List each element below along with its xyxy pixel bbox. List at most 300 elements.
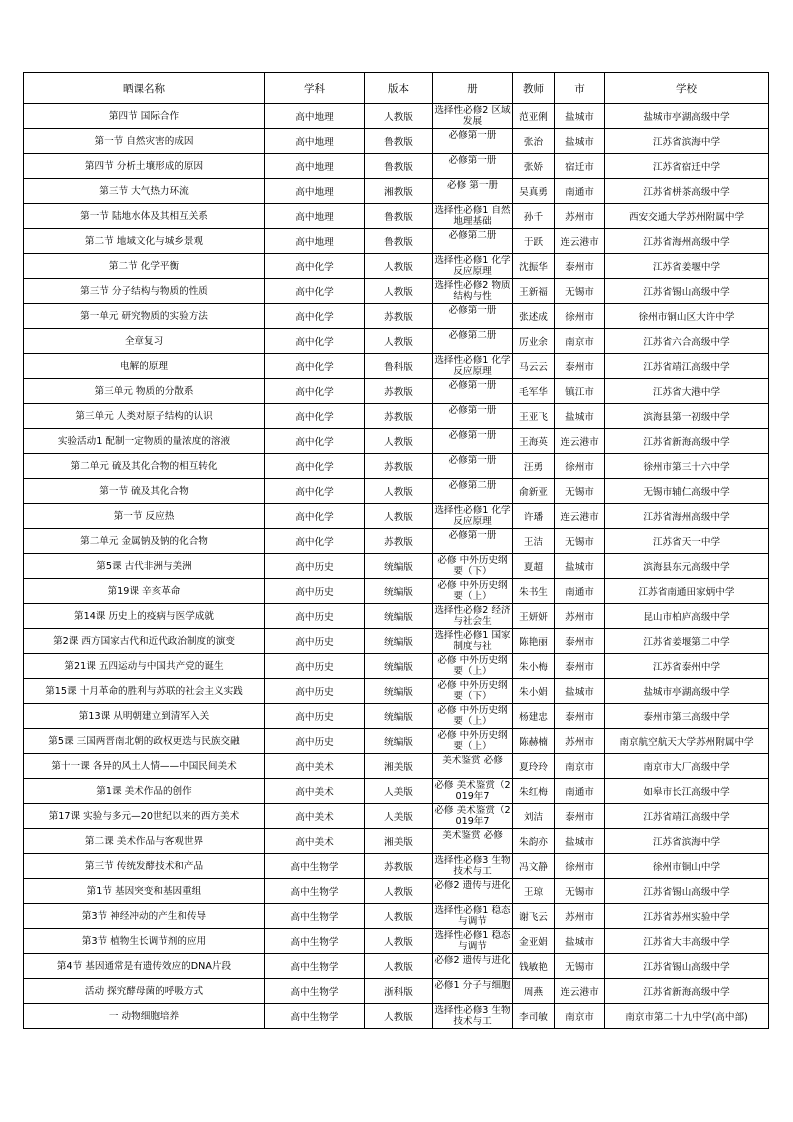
subject-cell: 高中化学 xyxy=(265,479,365,504)
volume-text: 必修第一册 xyxy=(448,430,497,441)
subject-cell: 高中化学 xyxy=(265,279,365,304)
lesson-name-cell: 一 动物细胞培养 xyxy=(24,1004,265,1029)
teacher-cell: 马云云 xyxy=(513,354,555,379)
volume-cell xyxy=(433,579,513,604)
volume-cell xyxy=(433,129,513,154)
teacher-cell: 沈振华 xyxy=(513,254,555,279)
edition-cell: 人美版 xyxy=(365,779,433,804)
edition-cell: 人教版 xyxy=(365,104,433,129)
subject-cell: 高中历史 xyxy=(265,554,365,579)
volume-cell xyxy=(433,779,513,804)
teacher-cell: 王亚飞 xyxy=(513,404,555,429)
lesson-name-cell: 第1课 美术作品的创作 xyxy=(24,779,265,804)
subject-cell: 高中历史 xyxy=(265,704,365,729)
teacher-cell: 厉业余 xyxy=(513,329,555,354)
volume-text: 必修 中外历史纲要（上） xyxy=(437,655,508,677)
volume-text: 必修2 遗传与进化 xyxy=(434,955,511,966)
city-cell: 南通市 xyxy=(555,779,605,804)
table-row xyxy=(24,254,769,279)
table-row xyxy=(24,154,769,179)
lesson-name-cell: 第15课 十月革命的胜利与苏联的社会主义实践 xyxy=(24,679,265,704)
teacher-cell: 杨建忠 xyxy=(513,704,555,729)
edition-cell: 人教版 xyxy=(365,929,433,954)
volume-text: 美术鉴赏 必修 xyxy=(442,830,503,841)
city-cell: 苏州市 xyxy=(555,604,605,629)
volume-cell xyxy=(433,929,513,954)
col-header-teacher: 教师 xyxy=(513,73,555,104)
volume-text: 选择性必修1 稳态与调节 xyxy=(434,905,511,927)
edition-cell: 苏教版 xyxy=(365,404,433,429)
volume-text: 必修第二册 xyxy=(448,330,497,341)
subject-cell: 高中化学 xyxy=(265,529,365,554)
edition-cell: 苏教版 xyxy=(365,854,433,879)
edition-cell: 统编版 xyxy=(365,579,433,604)
school-cell: 江苏省南通田家炳中学 xyxy=(605,579,769,604)
subject-cell: 高中地理 xyxy=(265,154,365,179)
school-cell: 江苏省靖江高级中学 xyxy=(605,804,769,829)
volume-text: 必修 第一册 xyxy=(446,180,499,191)
city-cell: 无锡市 xyxy=(555,529,605,554)
edition-cell: 人教版 xyxy=(365,954,433,979)
lesson-name-cell: 第5课 三国两晋南北朝的政权更迭与民族交融 xyxy=(24,729,265,754)
table-row xyxy=(24,354,769,379)
lesson-name-cell: 全章复习 xyxy=(24,329,265,354)
volume-cell xyxy=(433,454,513,479)
table-row xyxy=(24,104,769,129)
table-row xyxy=(24,879,769,904)
teacher-cell: 刘洁 xyxy=(513,804,555,829)
table-row xyxy=(24,829,769,854)
teacher-cell: 谢飞云 xyxy=(513,904,555,929)
subject-cell: 高中生物学 xyxy=(265,979,365,1004)
volume-cell xyxy=(433,679,513,704)
school-cell: 江苏省大丰高级中学 xyxy=(605,929,769,954)
subject-cell: 高中化学 xyxy=(265,304,365,329)
edition-cell: 人教版 xyxy=(365,329,433,354)
lesson-name-cell: 第17课 实验与多元—20世纪以来的西方美术 xyxy=(24,804,265,829)
volume-cell xyxy=(433,829,513,854)
edition-cell: 湘教版 xyxy=(365,179,433,204)
table-row xyxy=(24,479,769,504)
school-cell: 泰州市第三高级中学 xyxy=(605,704,769,729)
school-cell: 江苏省姜堰中学 xyxy=(605,254,769,279)
teacher-cell: 朱红梅 xyxy=(513,779,555,804)
volume-cell xyxy=(433,629,513,654)
school-cell: 江苏省锡山高级中学 xyxy=(605,954,769,979)
edition-cell: 鲁教版 xyxy=(365,154,433,179)
city-cell: 无锡市 xyxy=(555,479,605,504)
school-cell: 江苏省天一中学 xyxy=(605,529,769,554)
lesson-name-cell: 第十一课 各异的风土人情——中国民间美术 xyxy=(24,754,265,779)
volume-text: 选择性必修1 国家制度与社 xyxy=(434,630,511,652)
school-cell: 江苏省海州高级中学 xyxy=(605,504,769,529)
teacher-cell: 于跃 xyxy=(513,229,555,254)
school-cell: 南京市第二十九中学(高中部) xyxy=(605,1004,769,1029)
edition-cell: 浙科版 xyxy=(365,979,433,1004)
volume-cell xyxy=(433,254,513,279)
school-cell: 盐城市亭湖高级中学 xyxy=(605,679,769,704)
table-row xyxy=(24,179,769,204)
edition-cell: 统编版 xyxy=(365,679,433,704)
school-cell: 江苏省新海高级中学 xyxy=(605,429,769,454)
school-cell: 江苏省六合高级中学 xyxy=(605,329,769,354)
subject-cell: 高中生物学 xyxy=(265,879,365,904)
edition-cell: 人教版 xyxy=(365,1004,433,1029)
teacher-cell: 周燕 xyxy=(513,979,555,1004)
edition-cell: 人教版 xyxy=(365,904,433,929)
volume-cell xyxy=(433,529,513,554)
city-cell: 泰州市 xyxy=(555,354,605,379)
teacher-cell: 夏超 xyxy=(513,554,555,579)
volume-text: 必修 中外历史纲要（下） xyxy=(437,680,508,702)
edition-cell: 人美版 xyxy=(365,804,433,829)
edition-cell: 人教版 xyxy=(365,504,433,529)
subject-cell: 高中化学 xyxy=(265,329,365,354)
edition-cell: 苏教版 xyxy=(365,304,433,329)
city-cell: 徐州市 xyxy=(555,454,605,479)
teacher-cell: 王海英 xyxy=(513,429,555,454)
city-cell: 盐城市 xyxy=(555,404,605,429)
table-row xyxy=(24,979,769,1004)
table-row xyxy=(24,454,769,479)
volume-text: 选择性必修1 稳态与调节 xyxy=(434,930,511,952)
edition-cell: 苏教版 xyxy=(365,529,433,554)
lesson-name-cell: 第一节 自然灾害的成因 xyxy=(24,129,265,154)
city-cell: 盐城市 xyxy=(555,679,605,704)
volume-cell xyxy=(433,429,513,454)
lesson-name-cell: 第四节 国际合作 xyxy=(24,104,265,129)
school-cell: 西安交通大学苏州附属中学 xyxy=(605,204,769,229)
subject-cell: 高中美术 xyxy=(265,804,365,829)
volume-text: 选择性必修2 经济与社会生 xyxy=(434,605,511,627)
lesson-name-cell: 第5课 古代非洲与美洲 xyxy=(24,554,265,579)
lesson-name-cell: 第一节 陆地水体及其相互关系 xyxy=(24,204,265,229)
volume-cell xyxy=(433,479,513,504)
subject-cell: 高中美术 xyxy=(265,829,365,854)
school-cell: 如皋市长江高级中学 xyxy=(605,779,769,804)
table-row xyxy=(24,779,769,804)
volume-text: 必修第一册 xyxy=(448,155,497,166)
teacher-cell: 王琼 xyxy=(513,879,555,904)
volume-text: 选择性必修3 生物技术与工 xyxy=(434,1005,511,1027)
city-cell: 无锡市 xyxy=(555,279,605,304)
edition-cell: 统编版 xyxy=(365,554,433,579)
lesson-name-cell: 第1节 基因突变和基因重组 xyxy=(24,879,265,904)
subject-cell: 高中化学 xyxy=(265,254,365,279)
teacher-cell: 张娇 xyxy=(513,154,555,179)
school-cell: 江苏省海州高级中学 xyxy=(605,229,769,254)
school-cell: 江苏省姜堰第二中学 xyxy=(605,629,769,654)
table-row xyxy=(24,504,769,529)
lesson-name-cell: 第一单元 研究物质的实验方法 xyxy=(24,304,265,329)
volume-text: 必修 中外历史纲要（上） xyxy=(437,730,508,752)
col-header-city: 市 xyxy=(555,73,605,104)
lesson-name-cell: 第2课 西方国家古代和近代政治制度的演变 xyxy=(24,629,265,654)
school-cell: 江苏省栟茶高级中学 xyxy=(605,179,769,204)
subject-cell: 高中生物学 xyxy=(265,929,365,954)
subject-cell: 高中生物学 xyxy=(265,904,365,929)
teacher-cell: 许璠 xyxy=(513,504,555,529)
teacher-cell: 朱书生 xyxy=(513,579,555,604)
subject-cell: 高中历史 xyxy=(265,679,365,704)
lesson-name-cell: 电解的原理 xyxy=(24,354,265,379)
volume-text: 必修第一册 xyxy=(448,305,497,316)
edition-cell: 湘美版 xyxy=(365,829,433,854)
lesson-name-cell: 第三节 大气热力环流 xyxy=(24,179,265,204)
subject-cell: 高中美术 xyxy=(265,779,365,804)
city-cell: 泰州市 xyxy=(555,254,605,279)
table-body xyxy=(24,104,769,1029)
city-cell: 南通市 xyxy=(555,579,605,604)
volume-cell xyxy=(433,954,513,979)
school-cell: 江苏省滨海中学 xyxy=(605,129,769,154)
table-row xyxy=(24,129,769,154)
school-cell: 江苏省大港中学 xyxy=(605,379,769,404)
table-row xyxy=(24,729,769,754)
city-cell: 宿迁市 xyxy=(555,154,605,179)
edition-cell: 鲁教版 xyxy=(365,229,433,254)
volume-cell xyxy=(433,179,513,204)
table-row xyxy=(24,279,769,304)
city-cell: 徐州市 xyxy=(555,304,605,329)
volume-cell xyxy=(433,854,513,879)
teacher-cell: 汪勇 xyxy=(513,454,555,479)
subject-cell: 高中地理 xyxy=(265,179,365,204)
teacher-cell: 王新福 xyxy=(513,279,555,304)
school-cell: 昆山市柏庐高级中学 xyxy=(605,604,769,629)
volume-text: 必修第一册 xyxy=(448,455,497,466)
edition-cell: 统编版 xyxy=(365,704,433,729)
school-cell: 南京市大厂高级中学 xyxy=(605,754,769,779)
col-header-edition: 版本 xyxy=(365,73,433,104)
volume-text: 必修第一册 xyxy=(448,530,497,541)
teacher-cell: 朱小娟 xyxy=(513,679,555,704)
lesson-name-cell: 第一节 硫及其化合物 xyxy=(24,479,265,504)
edition-cell: 鲁教版 xyxy=(365,204,433,229)
city-cell: 泰州市 xyxy=(555,804,605,829)
volume-text: 美术鉴赏 必修 xyxy=(442,755,503,766)
city-cell: 盐城市 xyxy=(555,829,605,854)
table-row xyxy=(24,529,769,554)
lesson-name-cell: 第三节 分子结构与物质的性质 xyxy=(24,279,265,304)
volume-text: 选择性必修2 区域发展 xyxy=(434,105,511,127)
volume-text: 必修 中外历史纲要（上） xyxy=(437,705,508,727)
table-row xyxy=(24,654,769,679)
volume-cell xyxy=(433,654,513,679)
city-cell: 连云港市 xyxy=(555,504,605,529)
school-cell: 江苏省靖江高级中学 xyxy=(605,354,769,379)
teacher-cell: 俞新亚 xyxy=(513,479,555,504)
school-cell: 徐州市第三十六中学 xyxy=(605,454,769,479)
city-cell: 南通市 xyxy=(555,179,605,204)
volume-text: 选择性必修3 生物技术与工 xyxy=(434,855,511,877)
teacher-cell: 孙千 xyxy=(513,204,555,229)
subject-cell: 高中化学 xyxy=(265,404,365,429)
lesson-name-cell: 第4节 基因通常是有遗传效应的DNA片段 xyxy=(24,954,265,979)
volume-cell xyxy=(433,1004,513,1029)
volume-text: 选择性必修1 化学反应原理 xyxy=(434,255,511,277)
lesson-name-cell: 第二单元 硫及其化合物的相互转化 xyxy=(24,454,265,479)
volume-cell xyxy=(433,704,513,729)
volume-text: 必修第二册 xyxy=(448,230,497,241)
col-header-lesson-name: 晒课名称 xyxy=(24,73,265,104)
lesson-name-cell: 第三单元 人类对原子结构的认识 xyxy=(24,404,265,429)
city-cell: 镇江市 xyxy=(555,379,605,404)
volume-cell xyxy=(433,104,513,129)
school-cell: 江苏省锡山高级中学 xyxy=(605,279,769,304)
city-cell: 南京市 xyxy=(555,329,605,354)
header-row xyxy=(24,73,769,104)
subject-cell: 高中化学 xyxy=(265,454,365,479)
subject-cell: 高中生物学 xyxy=(265,1004,365,1029)
volume-text: 必修2 遗传与进化 xyxy=(434,880,511,891)
subject-cell: 高中历史 xyxy=(265,629,365,654)
subject-cell: 高中化学 xyxy=(265,379,365,404)
school-cell: 滨海县第一初级中学 xyxy=(605,404,769,429)
teacher-cell: 朱小梅 xyxy=(513,654,555,679)
volume-cell xyxy=(433,904,513,929)
table-row xyxy=(24,229,769,254)
lesson-name-cell: 第二课 美术作品与客观世界 xyxy=(24,829,265,854)
edition-cell: 人教版 xyxy=(365,279,433,304)
city-cell: 泰州市 xyxy=(555,704,605,729)
volume-cell xyxy=(433,604,513,629)
subject-cell: 高中历史 xyxy=(265,579,365,604)
city-cell: 徐州市 xyxy=(555,854,605,879)
city-cell: 苏州市 xyxy=(555,204,605,229)
lesson-name-cell: 实验活动1 配制一定物质的量浓度的溶液 xyxy=(24,429,265,454)
subject-cell: 高中历史 xyxy=(265,604,365,629)
teacher-cell: 金亚娟 xyxy=(513,929,555,954)
col-header-school: 学校 xyxy=(605,73,769,104)
volume-cell xyxy=(433,404,513,429)
subject-cell: 高中化学 xyxy=(265,429,365,454)
table-row xyxy=(24,329,769,354)
edition-cell: 湘美版 xyxy=(365,754,433,779)
table-row xyxy=(24,929,769,954)
volume-text: 选择性必修2 物质结构与性 xyxy=(434,280,511,302)
lesson-name-cell: 第19课 辛亥革命 xyxy=(24,579,265,604)
table-row xyxy=(24,904,769,929)
teacher-cell: 范亚俐 xyxy=(513,104,555,129)
subject-cell: 高中化学 xyxy=(265,504,365,529)
city-cell: 南京市 xyxy=(555,754,605,779)
volume-text: 必修第一册 xyxy=(448,130,497,141)
volume-text: 选择性必修1 自然地理基础 xyxy=(434,205,511,227)
school-cell: 盐城市亭湖高级中学 xyxy=(605,104,769,129)
volume-cell xyxy=(433,979,513,1004)
teacher-cell: 李司敏 xyxy=(513,1004,555,1029)
city-cell: 盐城市 xyxy=(555,929,605,954)
city-cell: 泰州市 xyxy=(555,629,605,654)
subject-cell: 高中地理 xyxy=(265,104,365,129)
volume-cell xyxy=(433,354,513,379)
volume-cell xyxy=(433,329,513,354)
table-row xyxy=(24,1004,769,1029)
table-row xyxy=(24,204,769,229)
table-row xyxy=(24,629,769,654)
city-cell: 连云港市 xyxy=(555,429,605,454)
edition-cell: 人教版 xyxy=(365,254,433,279)
volume-cell xyxy=(433,729,513,754)
volume-text: 必修 中外历史纲要（上） xyxy=(437,580,508,602)
lesson-name-cell: 活动 探究酵母菌的呼吸方式 xyxy=(24,979,265,1004)
school-cell: 江苏省滨海中学 xyxy=(605,829,769,854)
city-cell: 泰州市 xyxy=(555,654,605,679)
teacher-cell: 张述成 xyxy=(513,304,555,329)
table-row xyxy=(24,854,769,879)
edition-cell: 统编版 xyxy=(365,604,433,629)
table-row xyxy=(24,604,769,629)
teacher-cell: 陈赫楠 xyxy=(513,729,555,754)
volume-text: 必修第一册 xyxy=(448,380,497,391)
school-cell: 江苏省锡山高级中学 xyxy=(605,879,769,904)
volume-cell xyxy=(433,554,513,579)
volume-cell xyxy=(433,379,513,404)
city-cell: 盐城市 xyxy=(555,129,605,154)
lesson-name-cell: 第14课 历史上的疫病与医学成就 xyxy=(24,604,265,629)
volume-text: 必修 美术鉴赏（2019年7 xyxy=(434,780,511,802)
table-row xyxy=(24,679,769,704)
teacher-cell: 夏玲玲 xyxy=(513,754,555,779)
school-cell: 江苏省苏州实验中学 xyxy=(605,904,769,929)
subject-cell: 高中地理 xyxy=(265,129,365,154)
col-header-volume: 册 xyxy=(433,73,513,104)
lesson-name-cell: 第13课 从明朝建立到清军入关 xyxy=(24,704,265,729)
school-cell: 江苏省泰州中学 xyxy=(605,654,769,679)
subject-cell: 高中地理 xyxy=(265,204,365,229)
city-cell: 南京市 xyxy=(555,1004,605,1029)
volume-cell xyxy=(433,804,513,829)
teacher-cell: 陈艳丽 xyxy=(513,629,555,654)
table-row xyxy=(24,554,769,579)
city-cell: 苏州市 xyxy=(555,904,605,929)
teacher-cell: 张治 xyxy=(513,129,555,154)
table-row xyxy=(24,804,769,829)
volume-text: 必修第二册 xyxy=(448,480,497,491)
table-row xyxy=(24,429,769,454)
lesson-name-cell: 第三单元 物质的分散系 xyxy=(24,379,265,404)
city-cell: 无锡市 xyxy=(555,954,605,979)
table-row xyxy=(24,379,769,404)
table-row xyxy=(24,954,769,979)
school-cell: 江苏省宿迁中学 xyxy=(605,154,769,179)
teacher-cell: 冯文静 xyxy=(513,854,555,879)
volume-cell xyxy=(433,279,513,304)
lesson-name-cell: 第四节 分析土壤形成的原因 xyxy=(24,154,265,179)
volume-text: 选择性必修1 化学反应原理 xyxy=(434,355,511,377)
volume-cell xyxy=(433,229,513,254)
lesson-name-cell: 第3节 植物生长调节剂的应用 xyxy=(24,929,265,954)
edition-cell: 人教版 xyxy=(365,479,433,504)
lesson-name-cell: 第一节 反应热 xyxy=(24,504,265,529)
school-cell: 无锡市辅仁高级中学 xyxy=(605,479,769,504)
lesson-name-cell: 第3节 神经冲动的产生和传导 xyxy=(24,904,265,929)
subject-cell: 高中化学 xyxy=(265,354,365,379)
table-row xyxy=(24,704,769,729)
teacher-cell: 王洁 xyxy=(513,529,555,554)
lesson-name-cell: 第二单元 金属钠及钠的化合物 xyxy=(24,529,265,554)
subject-cell: 高中美术 xyxy=(265,754,365,779)
edition-cell: 鲁教版 xyxy=(365,129,433,154)
lesson-table xyxy=(23,72,769,1029)
volume-text: 选择性必修1 化学反应原理 xyxy=(434,505,511,527)
edition-cell: 人教版 xyxy=(365,879,433,904)
subject-cell: 高中历史 xyxy=(265,729,365,754)
school-cell: 江苏省新海高级中学 xyxy=(605,979,769,1004)
city-cell: 连云港市 xyxy=(555,229,605,254)
school-cell: 徐州市铜山区大许中学 xyxy=(605,304,769,329)
